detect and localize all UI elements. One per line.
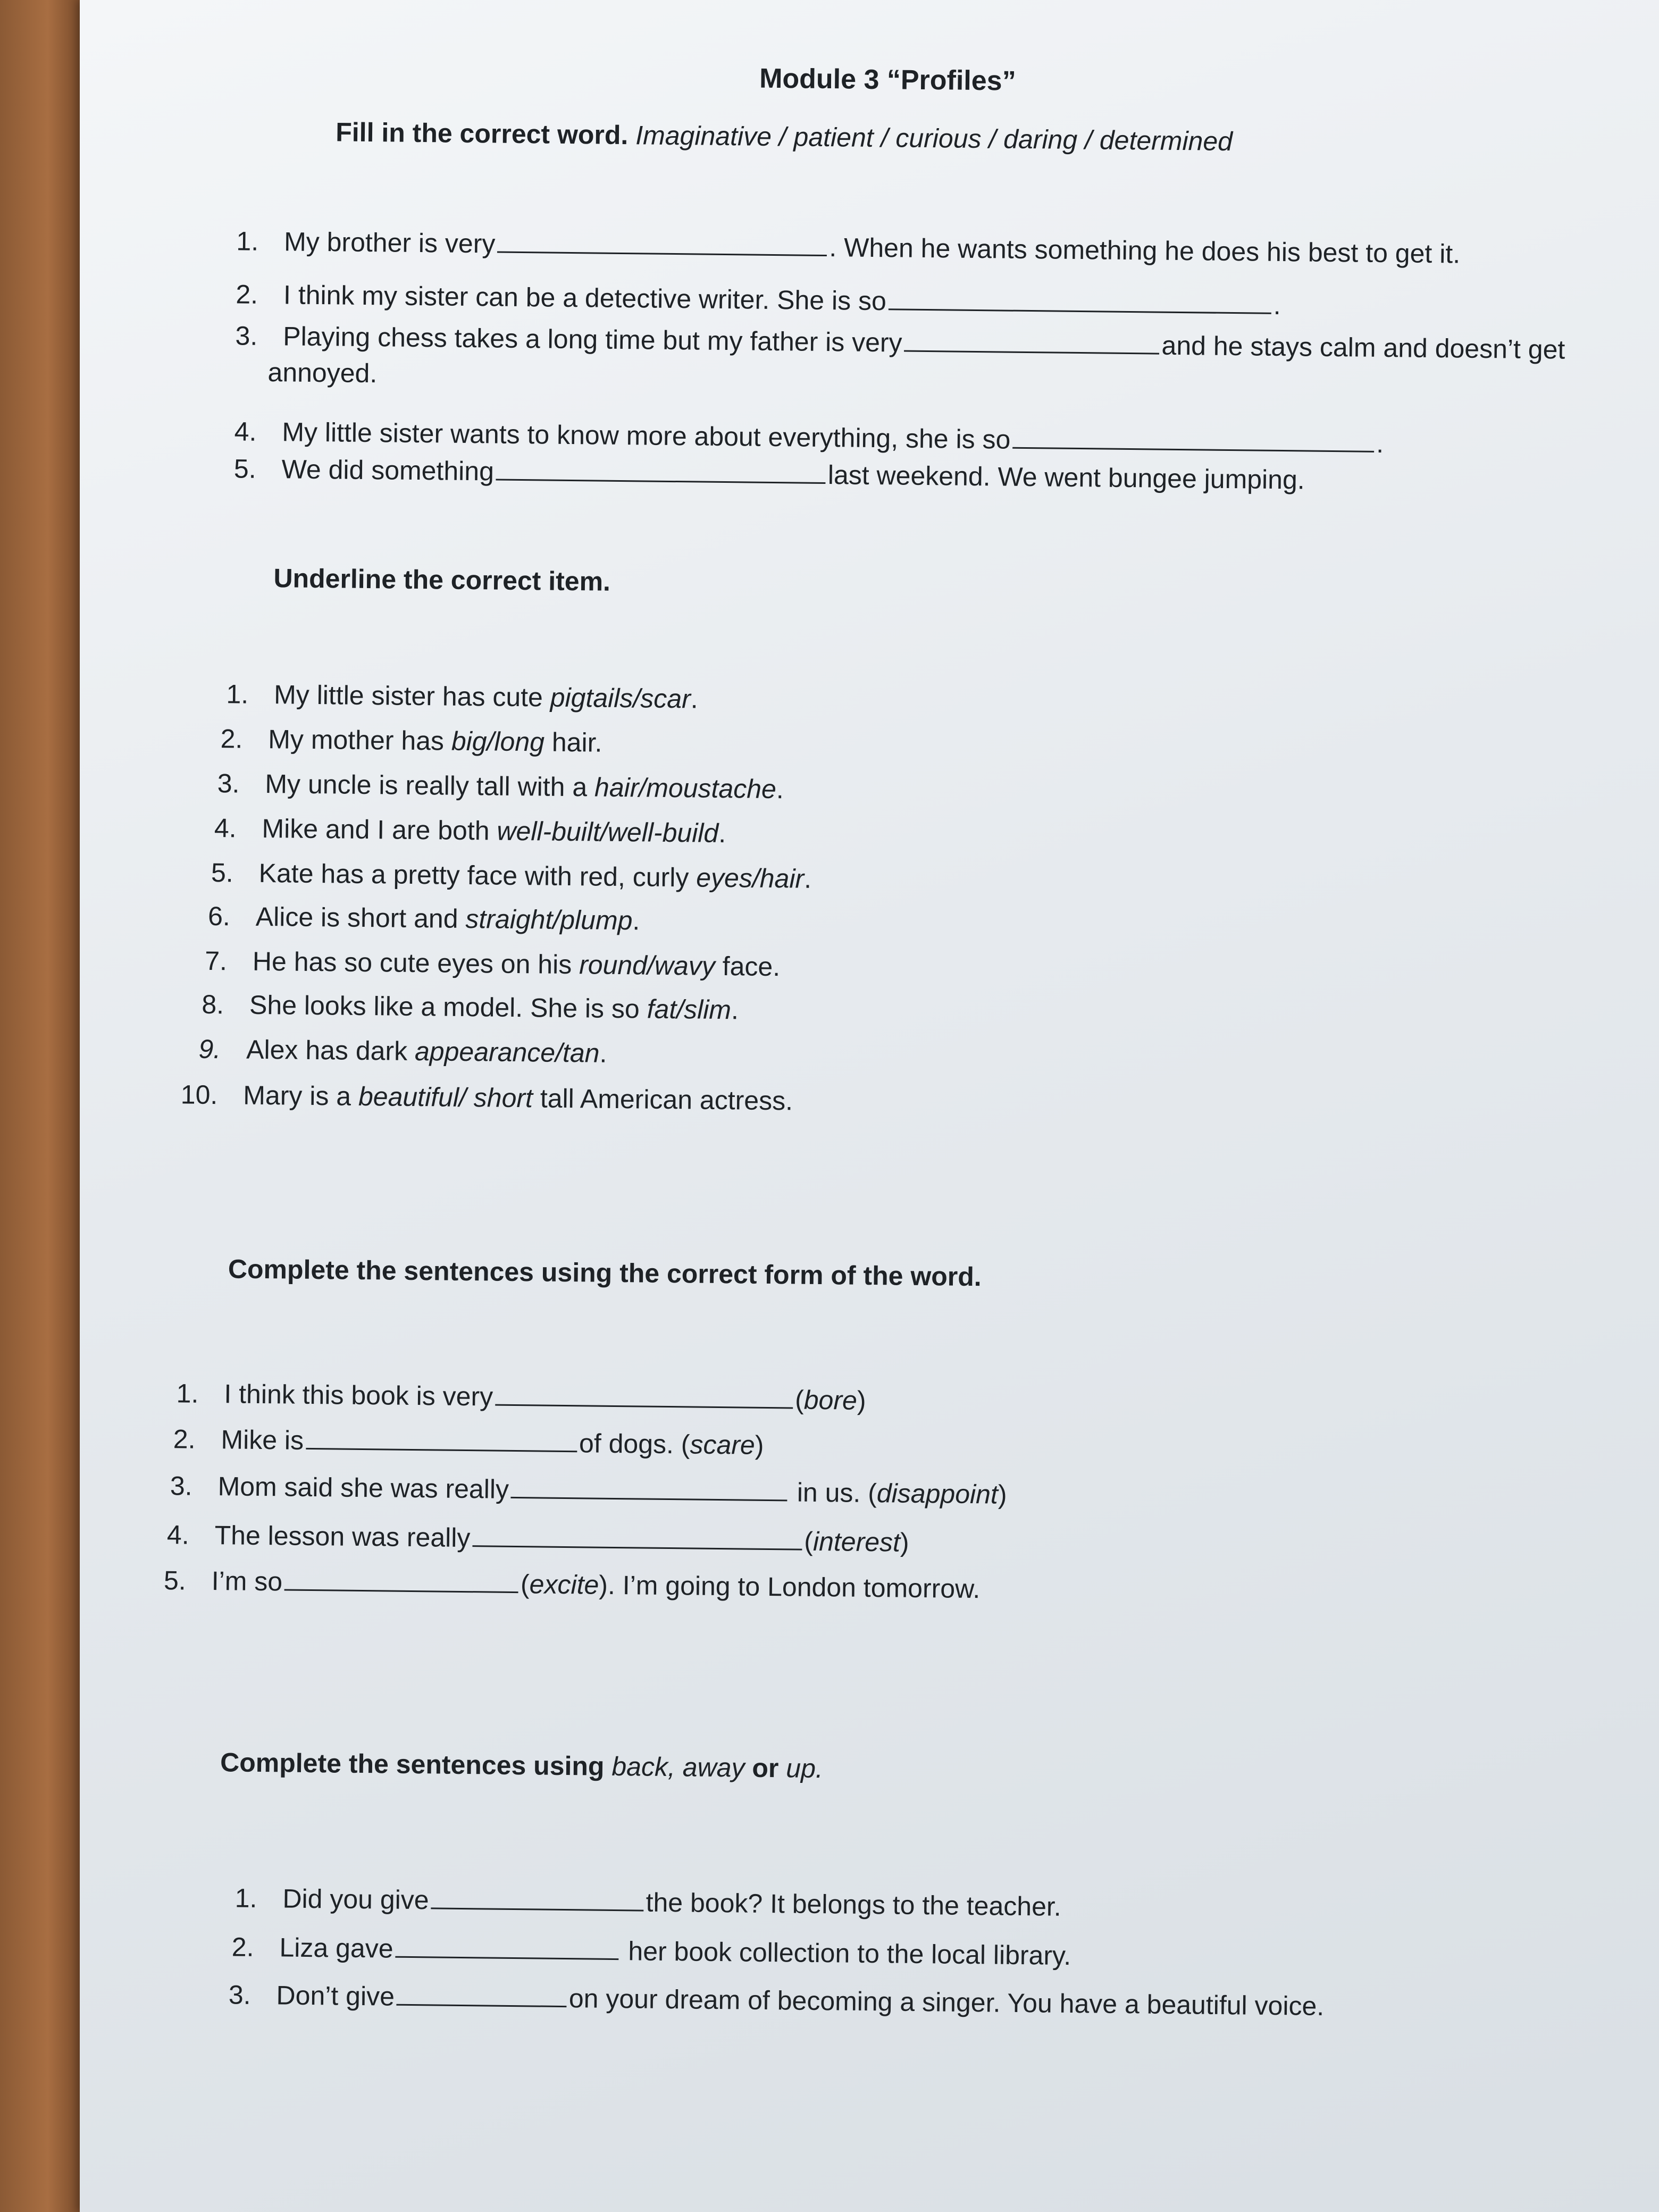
item-text: I’m so bbox=[211, 1566, 283, 1597]
item-text: . bbox=[690, 684, 698, 714]
item-text: My brother is very bbox=[283, 227, 496, 259]
choice-options[interactable]: big/long bbox=[451, 726, 545, 757]
choice-options[interactable]: appearance/tan bbox=[414, 1036, 600, 1068]
section4-keyword: back, away bbox=[611, 1751, 745, 1783]
choice-options[interactable]: well-built/well-build bbox=[497, 816, 719, 848]
item-text: Playing chess takes a long time but my father is very bbox=[282, 321, 902, 358]
item-text: ( bbox=[804, 1526, 814, 1556]
answer-blank[interactable] bbox=[495, 1381, 793, 1409]
answer-blank[interactable] bbox=[511, 1473, 787, 1501]
item-number: 2. bbox=[220, 724, 243, 754]
item-text: . When he wants something he does his best to get it. bbox=[829, 232, 1461, 269]
item-number: 1. bbox=[176, 1378, 199, 1409]
answer-blank[interactable] bbox=[904, 327, 1159, 355]
s1-item-5 bbox=[203, 451, 1305, 497]
item-text: Kate has a pretty face with red, curly bbox=[258, 858, 697, 893]
item-number: 5. bbox=[211, 857, 233, 888]
item-number: 8. bbox=[202, 989, 224, 1020]
s4-item-3 bbox=[197, 1978, 1324, 2023]
item-text: face. bbox=[715, 951, 781, 982]
s2-item-2 bbox=[189, 722, 602, 760]
answer-blank[interactable] bbox=[431, 1884, 643, 1911]
item-text: Liza gave bbox=[279, 1932, 393, 1964]
item-text: ) bbox=[998, 1479, 1007, 1510]
item-text: . bbox=[776, 774, 784, 805]
item-text: Mary is a bbox=[243, 1080, 359, 1111]
s1-item-3 bbox=[204, 319, 1565, 367]
section4-heading bbox=[220, 1747, 823, 1784]
item-text: My uncle is really tall with a bbox=[265, 769, 595, 802]
s2-item-8 bbox=[171, 987, 739, 1027]
base-word: bore bbox=[803, 1385, 858, 1415]
item-number: 9. bbox=[198, 1034, 221, 1065]
section1-heading-bold: Fill in the correct word. bbox=[336, 117, 629, 150]
s2-item-6 bbox=[177, 899, 640, 937]
item-number: 4. bbox=[234, 416, 257, 447]
item-number: 1. bbox=[234, 1883, 257, 1913]
item-number: 2. bbox=[236, 279, 258, 309]
item-number: 3. bbox=[170, 1471, 192, 1501]
s2-item-3 bbox=[186, 766, 784, 806]
choice-options[interactable]: fat/slim bbox=[647, 994, 732, 1025]
item-text: her book collection to the local library. bbox=[621, 1936, 1071, 1971]
item-number: 2. bbox=[231, 1932, 254, 1962]
item-text: ) bbox=[755, 1430, 764, 1460]
page-title: Module 3 “Profiles” bbox=[759, 63, 1016, 97]
choice-options[interactable]: hair/moustache bbox=[594, 772, 777, 805]
item-number: 1. bbox=[236, 226, 259, 256]
s2-item-4 bbox=[183, 810, 726, 850]
item-number: 10. bbox=[180, 1079, 218, 1110]
item-text: The lesson was really bbox=[214, 1520, 471, 1553]
item-text: ( bbox=[794, 1385, 805, 1415]
answer-blank[interactable] bbox=[1012, 424, 1374, 453]
base-word: excite bbox=[529, 1569, 599, 1600]
s2-item-5 bbox=[180, 855, 811, 895]
item-text: ( bbox=[520, 1569, 530, 1599]
answer-blank[interactable] bbox=[472, 1522, 802, 1550]
item-text: Don’t give bbox=[276, 1980, 395, 2012]
item-text: . bbox=[718, 818, 726, 849]
answer-blank[interactable] bbox=[284, 1565, 518, 1593]
s1-item-3-continuation: annoyed. bbox=[267, 357, 378, 389]
item-text: Mom said she was really bbox=[217, 1471, 509, 1504]
item-text: Mike is bbox=[221, 1425, 304, 1455]
item-text: the book? It belongs to the teacher. bbox=[646, 1887, 1062, 1922]
item-text: hair. bbox=[544, 727, 602, 758]
item-text: Alex has dark bbox=[246, 1034, 415, 1066]
s3-item-2 bbox=[142, 1422, 764, 1462]
item-text: on your dream of becoming a singer. You have a beautiful voice. bbox=[568, 1983, 1325, 2021]
item-text: We did something bbox=[281, 454, 495, 487]
answer-blank[interactable] bbox=[397, 1981, 567, 2007]
item-text: . bbox=[599, 1038, 607, 1068]
base-word: disappoint bbox=[876, 1478, 999, 1510]
item-number: 4. bbox=[166, 1520, 189, 1550]
item-text: ) bbox=[857, 1385, 866, 1415]
item-text: . bbox=[1376, 428, 1384, 459]
item-text: She looks like a model. She is so bbox=[249, 990, 647, 1024]
item-text: ) bbox=[900, 1527, 909, 1557]
section2-heading: Underline the correct item. bbox=[273, 563, 611, 597]
item-text: My mother has bbox=[268, 724, 452, 756]
s4-item-2 bbox=[200, 1930, 1071, 1973]
item-number: 2. bbox=[173, 1424, 196, 1454]
base-word: scare bbox=[690, 1429, 756, 1460]
section1-heading bbox=[336, 116, 1233, 157]
section3-heading: Complete the sentences using the correct form of the word. bbox=[228, 1254, 982, 1292]
item-number: 6. bbox=[207, 901, 231, 932]
item-number: 3. bbox=[228, 1980, 251, 2010]
base-word: interest bbox=[812, 1526, 901, 1557]
answer-blank[interactable] bbox=[395, 1933, 618, 1960]
item-text: I think this book is very bbox=[224, 1379, 493, 1412]
choice-options[interactable]: eyes/hair bbox=[696, 862, 805, 894]
worksheet-content bbox=[68, 0, 1659, 2212]
s2-item-7 bbox=[174, 943, 781, 984]
item-text: and he stays calm and doesn’t get bbox=[1161, 330, 1565, 365]
item-number: 7. bbox=[204, 945, 228, 976]
section1-word-options: Imaginative / patient / curious / daring / determined bbox=[635, 120, 1233, 156]
item-text: of dogs. ( bbox=[579, 1428, 690, 1460]
item-text: Did you give bbox=[282, 1883, 429, 1915]
item-text: . bbox=[632, 906, 640, 936]
s3-item-4 bbox=[136, 1518, 909, 1560]
choice-options[interactable]: beautiful/ short bbox=[358, 1081, 533, 1113]
section4-heading-text: or bbox=[744, 1753, 786, 1783]
section4-heading-text: Complete the sentences using bbox=[220, 1747, 612, 1781]
item-text: He has so cute eyes on his bbox=[252, 946, 580, 980]
s3-item-5 bbox=[132, 1563, 980, 1606]
s4-item-1 bbox=[204, 1881, 1061, 1924]
s2-item-1 bbox=[195, 677, 698, 716]
item-number: 3. bbox=[217, 768, 240, 799]
worksheet-paper bbox=[80, 0, 1659, 2212]
choice-options[interactable]: round/wavy bbox=[579, 950, 716, 981]
s2-item-9 bbox=[167, 1032, 607, 1070]
choice-options[interactable]: pigtails/scar bbox=[550, 682, 691, 714]
s3-item-1 bbox=[145, 1376, 866, 1418]
item-text: . bbox=[731, 995, 739, 1025]
choice-options[interactable]: straight/plump bbox=[465, 903, 633, 936]
answer-blank[interactable] bbox=[497, 228, 827, 256]
item-text: last weekend. We went bungee jumping. bbox=[827, 460, 1305, 495]
section4-keyword: up. bbox=[786, 1753, 824, 1784]
item-number: 5. bbox=[233, 454, 256, 484]
item-text: . bbox=[1273, 290, 1281, 320]
s1-item-2 bbox=[205, 277, 1281, 322]
s1-item-1 bbox=[205, 224, 1461, 271]
item-text: My little sister has cute bbox=[273, 680, 551, 713]
item-text: in us. ( bbox=[789, 1477, 877, 1509]
item-text: . bbox=[803, 864, 812, 894]
item-text: I think my sister can be a detective writer. She is so bbox=[283, 280, 887, 316]
item-number: 3. bbox=[235, 321, 258, 351]
item-number: 1. bbox=[226, 679, 249, 709]
s3-item-3 bbox=[139, 1469, 1007, 1512]
answer-blank[interactable] bbox=[306, 1425, 577, 1452]
item-text: Alice is short and bbox=[255, 901, 466, 934]
item-number: 5. bbox=[163, 1565, 187, 1596]
s2-item-10 bbox=[164, 1077, 793, 1118]
item-text: ). I’m going to London tomorrow. bbox=[599, 1570, 981, 1604]
item-text: Mike and I are both bbox=[262, 813, 497, 846]
answer-blank[interactable] bbox=[889, 285, 1271, 314]
item-text: tall American actress. bbox=[532, 1083, 793, 1116]
item-number: 4. bbox=[214, 813, 237, 843]
item-text: My little sister wants to know more about everything, she is so bbox=[282, 417, 1011, 455]
answer-blank[interactable] bbox=[496, 456, 826, 484]
